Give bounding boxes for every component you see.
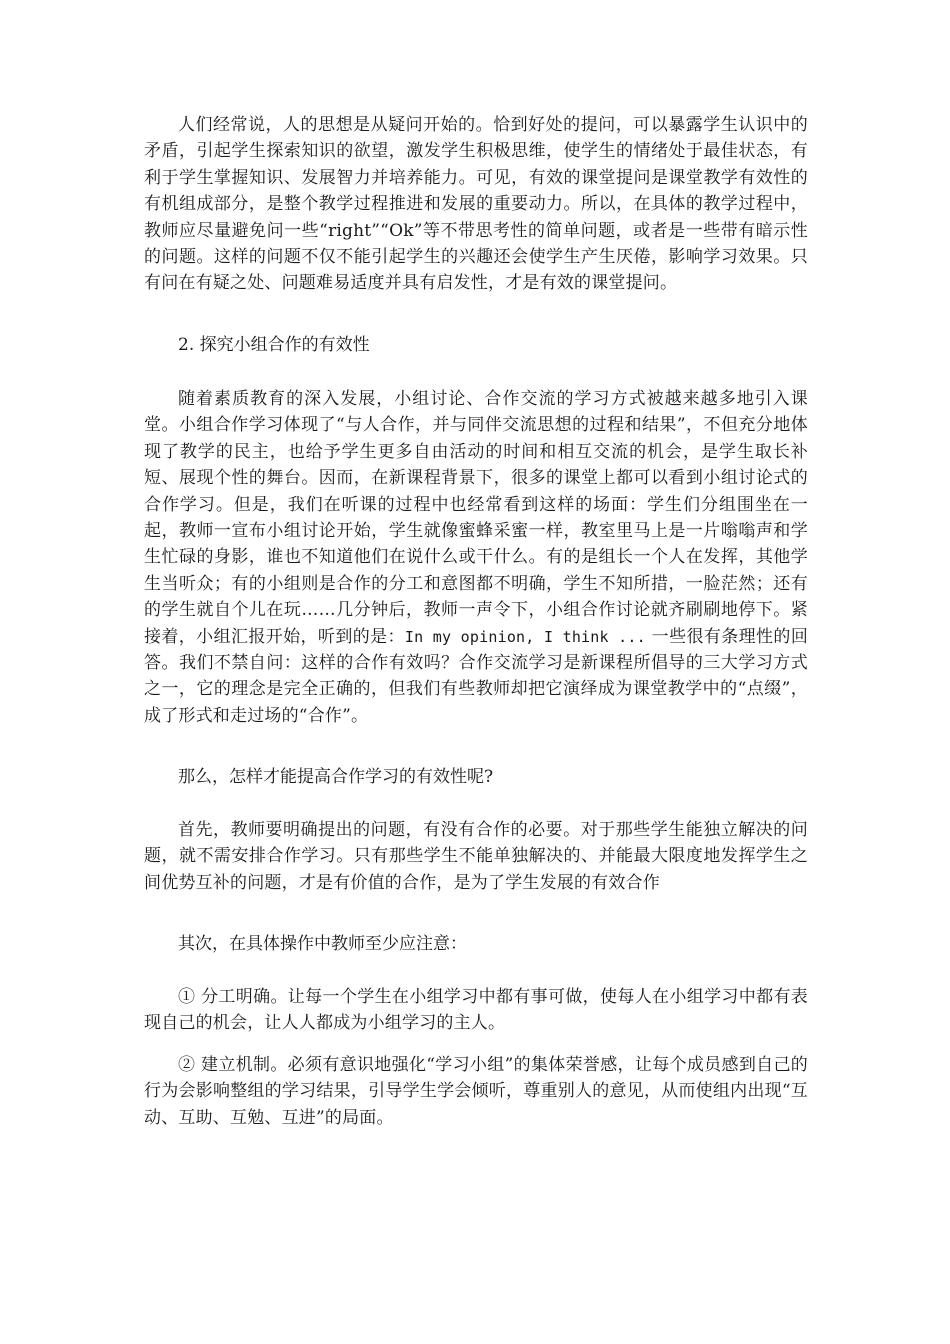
paragraph-first-point: 首先，教师要明确提出的问题，有没有合作的必要。对于那些学生能独立解决的问题，就不需安排合作学习。只有那些学生不能单独解决的、并能最大限度地发挥学生之间优势互补的问题，才是有价值的合作，是为了学生发展的有效合作 (144, 820, 808, 893)
paragraph-second-intro: 其次，在具体操作中教师至少应注意： (178, 934, 467, 954)
paragraph-text-part: 一些很有条理性的回答。我们不禁自问：这样的合作有效吗？合作交流学习是新课程所倡导的三大学习方式之一，它的理念是完全正确的，但我们有些教师却把它演绎成为课堂教学中的“点缀”，成了形式和走过场的“合作”。 (144, 626, 809, 726)
paragraph-text-part: 随着素质教育的深入发展，小组讨论、合作交流的学习方式被越来越多地引入课堂。小组合作学习体现了“与人合作，并与同伴交流思想的过程和结果”，不但充分地体现了教学的民主，也给予学生更多自由活动的时间和相互交流的机会，是学生取长补短、展现个性的舞台。因而，在新课程背景下，很多的课堂上都可以看到小组讨论式的合作学习。但是，我们在听课的过程中也经常看到这样的场面：学生们分组围坐在一起，教师一宣布小组讨论开始，学生就像蜜蜂采蜜一样，教室里马上是一片嗡嗡声和学生忙碌的身影，谁也不知道他们在说什么或干什么。有的是组长一个人在发挥，其他学生当听众；有的小组则是合作的分工和意图都不明确，学生不知所措，一脸茫然；还有的学生就自个儿在玩……几分钟后，教师一声令下，小组合作讨论就齐刷刷地停下。紧接着，小组汇报开始，听到的是： (144, 389, 808, 647)
paragraph-group-cooperation (144, 386, 808, 729)
list-item-mechanism: ② 建立机制。必须有意识地强化“学习小组”的集体荣誉感，让每个成员感到自己的行为会影响整组的学习结果，引导学生学会倾听，尊重别人的意见，从而使组内出现“互动、互助、互勉、互进”的局面。 (144, 1055, 808, 1128)
paragraph-question: 那么，怎样才能提高合作学习的有效性呢? (178, 767, 494, 787)
paragraph-questioning: 人们经常说，人的思想是从疑问开始的。恰到好处的提问，可以暴露学生认识中的矛盾，引起学生探索知识的欲望，激发学生积极思维，使学生的情绪处于最佳状态，有利于学生掌握知识、发展智力并培养能力。可见，有效的课堂提问是课堂教学有效性的有机组成部分，是整个教学过程推进和发展的重要动力。所以，在具体的教学过程中，教师应尽量避免问一些“right”“Ok”等不带思考性的简单问题，或者是一些带有暗示性的问题。这样的问题不仅不能引起学生的兴趣还会使学生产生厌倦，影响学习效果。只有问在有疑之处、问题难易适度并具有启发性，才是有效的课堂提问。 (144, 115, 808, 294)
section-heading-group-cooperation: 2. 探究小组合作的有效性 (178, 335, 370, 355)
english-quote: In my opinion, I think ... (404, 627, 646, 646)
list-item-division-of-labor: ① 分工明确。让每一个学生在小组学习中都有事可做，使每人在小组学习中都有表现自己的机会，让人人都成为小组学习的主人。 (144, 987, 808, 1034)
